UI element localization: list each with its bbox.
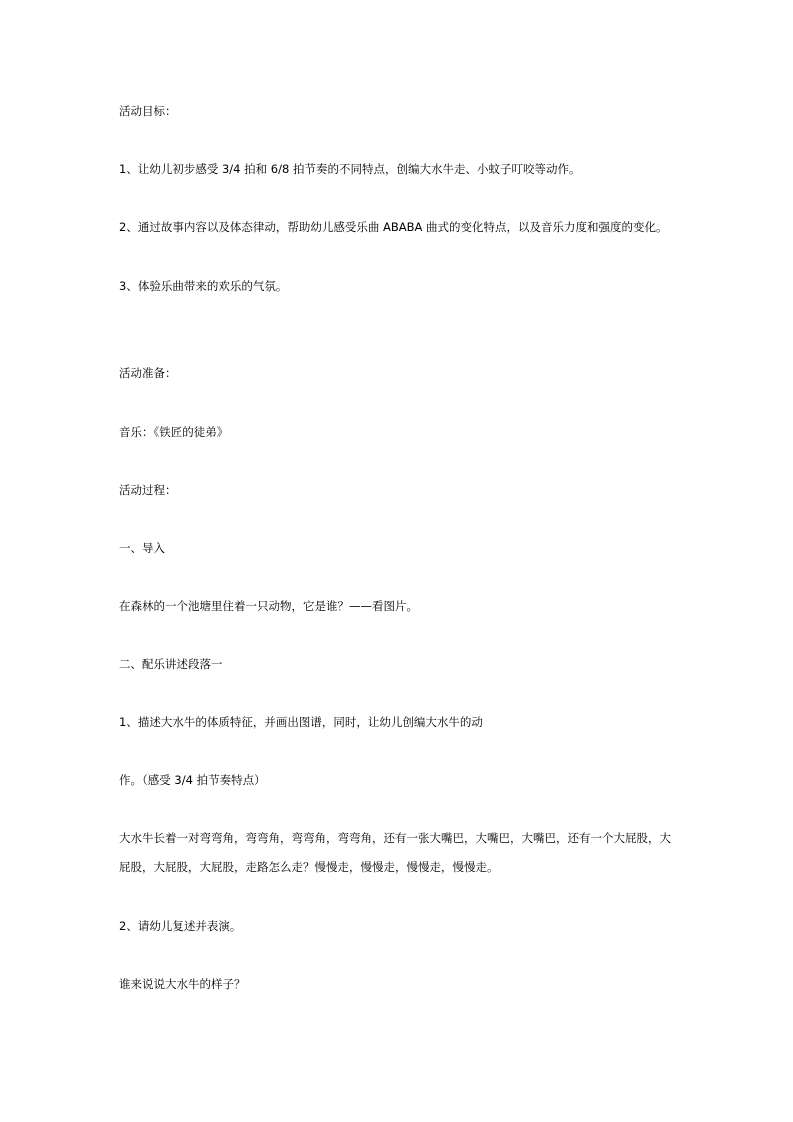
music-line: 音乐：《铁匠的徒弟》 (119, 425, 229, 439)
goal-item-1: 1、让幼儿初步感受 3/4 拍和 6/8 拍节奏的不同特点，创编大水牛走、小蚊子叮咬等动作。 (119, 162, 581, 176)
step-2-heading: 二、配乐讲述段落一 (119, 657, 223, 671)
story-paragraph: 大水牛长着一对弯弯角，弯弯角，弯弯角，弯弯角，还有一张大嘴巴，大嘴巴，大嘴巴，还有一个大屁股，大屁股，大屁股，大屁股，走路怎么走？慢慢走，慢慢走，慢慢走，慢慢走。 (119, 831, 671, 874)
prep-heading: 活动准备： (119, 366, 177, 380)
goal-item-3: 3、体验乐曲带来的欢乐的气氛。 (119, 279, 288, 293)
step-2-item-2: 2、请幼儿复述并表演。 (119, 919, 242, 933)
step-2-item-1-line-1: 1、描述大水牛的体质特征，并画出图谱，同时，让幼儿创编大水牛的动 (119, 715, 483, 729)
process-heading: 活动过程： (119, 483, 177, 497)
step-2-item-1-line-2: 作。（感受 3/4 拍节奏特点） (119, 773, 266, 787)
question-line: 谁来说说大水牛的样子？ (119, 977, 246, 991)
step-1-text: 在森林的一个池塘里住着一只动物，它是谁？——看图片。 (119, 599, 418, 613)
step-1-heading: 一、导入 (119, 541, 165, 555)
goals-heading: 活动目标： (119, 104, 177, 118)
goal-item-2: 2、通过故事内容以及体态律动，帮助幼儿感受乐曲 ABABA 曲式的变化特点，以及音乐力度和强度的变化。 (119, 220, 668, 234)
